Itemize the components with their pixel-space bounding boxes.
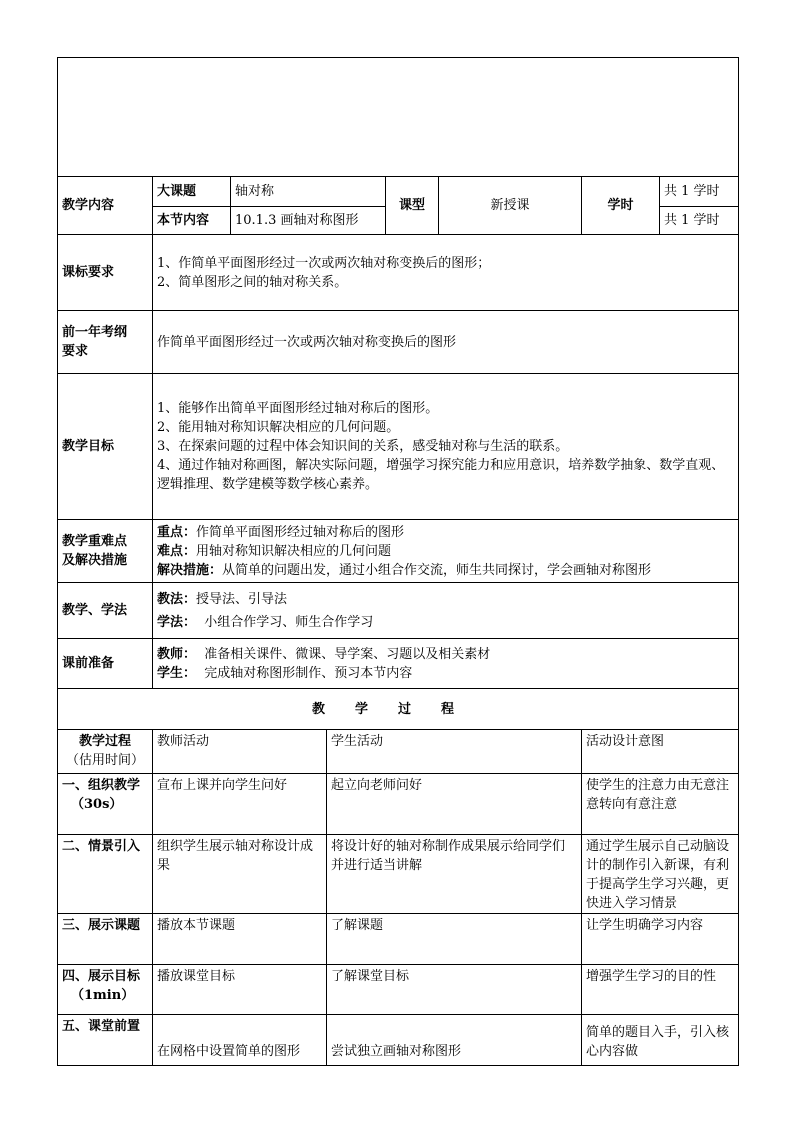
prep-label: 课前准备 — [58, 639, 153, 689]
col-stage-header — [58, 730, 153, 774]
content-label: 教学内容 — [58, 177, 153, 235]
stage-name: 五、课堂前置 — [62, 1019, 141, 1034]
hard-point: 难点：用轴对称知识解决相应的几何问题 — [157, 543, 392, 559]
unit-value: 轴对称 — [231, 177, 386, 207]
design-intent: 让学生明确学习内容 — [582, 914, 739, 965]
unit-label: 大课题 — [153, 177, 231, 207]
methods-label: 教学、学法 — [58, 583, 153, 639]
exam-label-line2: 要求 — [62, 344, 89, 359]
standard-item-2: 2、简单图形之间的轴对称关系。 — [157, 274, 348, 290]
unit-hours: 共 1 学时 — [660, 177, 739, 207]
stage-cell — [58, 1015, 153, 1066]
process-header-row — [58, 730, 739, 774]
section-label: 本节内容 — [153, 207, 231, 235]
hours-label: 学时 — [582, 177, 660, 235]
blank-header-row — [58, 58, 739, 177]
standards-row — [58, 235, 739, 311]
stage-name: 二、情景引入 — [62, 839, 141, 854]
standard-item-1: 1、作简单平面图形经过一次或两次轴对称变换后的图形； — [157, 255, 491, 271]
exam-label — [58, 311, 153, 374]
objectives-label: 教学目标 — [58, 374, 153, 520]
col-stage-title: 教学过程 — [78, 734, 131, 749]
col-teacher-header: 教师活动 — [153, 730, 327, 774]
process-title: 教学过程 — [58, 689, 739, 730]
methods-row — [58, 583, 739, 639]
process-title-row — [58, 689, 739, 730]
student-activity: 将设计好的轴对称制作成果展示给同学们并进行适当讲解 — [327, 835, 582, 914]
design-intent: 通过学生展示自己动脑设计的制作引入新课，有利于提高学生学习兴趣，更快进入学习情景 — [582, 835, 739, 914]
process-row — [58, 1015, 739, 1066]
process-row — [58, 965, 739, 1015]
design-intent: 增强学生学习的目的性 — [582, 965, 739, 1015]
exam-text: 作简单平面图形经过一次或两次轴对称变换后的图形 — [153, 311, 739, 374]
teacher-activity: 播放本节课题 — [153, 914, 327, 965]
objective-item-4: 4、通过作轴对称画图，解决实际问题，增强学习探究能力和应用意识，培养数学抽象、数学直观、逻辑推理、数学建模等数学核心素养。 — [157, 458, 725, 492]
process-row — [58, 835, 739, 914]
section-hours: 共 1 学时 — [660, 207, 739, 235]
teacher-activity: 播放课堂目标 — [153, 965, 327, 1015]
student-activity: 了解课题 — [327, 914, 582, 965]
standards-content — [153, 235, 739, 311]
prep-teacher: 教师： 准备相关课件、微课、导学案、习题以及相关素材 — [157, 646, 491, 662]
lesson-plan-page — [57, 57, 738, 1058]
teacher-activity: 宣布上课并向学生问好 — [153, 774, 327, 835]
objective-item-1: 1、能够作出简单平面图形经过轴对称后的图形。 — [157, 401, 439, 416]
lesson-type-value: 新授课 — [439, 177, 582, 235]
teach-method: 教法：授导法、引导法 — [157, 591, 288, 607]
stage-cell — [58, 965, 153, 1015]
objectives-content — [153, 374, 739, 520]
stage-cell — [58, 774, 153, 835]
measure-point: 解决措施：从简单的问题出发，通过小组合作交流，师生共同探讨，学会画轴对称图形 — [157, 562, 652, 578]
student-activity: 了解课堂目标 — [327, 965, 582, 1015]
process-row — [58, 774, 739, 835]
col-stage-subtitle: （估用时间） — [65, 753, 144, 768]
keypoints-content — [153, 520, 739, 583]
objectives-row — [58, 374, 739, 520]
col-student-header: 学生活动 — [327, 730, 582, 774]
objective-item-3: 3、在探索问题的过程中体会知识间的关系，感受轴对称与生活的联系。 — [157, 439, 569, 454]
stage-cell — [58, 835, 153, 914]
teacher-activity: 在网格中设置简单的图形 — [153, 1015, 327, 1066]
keypoints-row — [58, 520, 739, 583]
lesson-plan-table — [57, 57, 739, 1066]
stage-time: （1min） — [71, 988, 135, 1003]
keypoints-label-line1: 教学重难点 — [62, 534, 128, 549]
learn-method: 学法： 小组合作学习、师生合作学习 — [157, 614, 374, 630]
exam-label-line1: 前一年考纲 — [62, 325, 128, 340]
section-value: 10.1.3 画轴对称图形 — [231, 207, 386, 235]
student-activity: 起立向老师问好 — [327, 774, 582, 835]
design-intent: 使学生的注意力由无意注意转向有意注意 — [582, 774, 739, 835]
process-row — [58, 914, 739, 965]
key-point: 重点：作简单平面图形经过轴对称后的图形 — [157, 524, 405, 540]
stage-name: 四、展示目标 — [62, 969, 141, 984]
keypoints-label-line2: 及解决措施 — [62, 553, 128, 568]
keypoints-label — [58, 520, 153, 583]
stage-name: 一、组织教学 — [62, 778, 141, 793]
stage-time: （30s） — [71, 797, 123, 812]
prep-row — [58, 639, 739, 689]
exam-row — [58, 311, 739, 374]
design-intent: 简单的题目入手，引入核心内容做 — [582, 1015, 739, 1066]
col-intent-header: 活动设计意图 — [582, 730, 739, 774]
objective-item-2: 2、能用轴对称知识解决相应的几何问题。 — [157, 420, 400, 435]
content-row-1 — [58, 177, 739, 207]
prep-student: 学生： 完成轴对称图形制作、预习本节内容 — [157, 665, 413, 681]
stage-cell — [58, 914, 153, 965]
stage-name: 三、展示课题 — [62, 918, 141, 933]
prep-content — [153, 639, 739, 689]
standards-label: 课标要求 — [58, 235, 153, 311]
lesson-type-label: 课型 — [386, 177, 439, 235]
teacher-activity: 组织学生展示轴对称设计成果 — [153, 835, 327, 914]
methods-content — [153, 583, 739, 639]
student-activity: 尝试独立画轴对称图形 — [327, 1015, 582, 1066]
